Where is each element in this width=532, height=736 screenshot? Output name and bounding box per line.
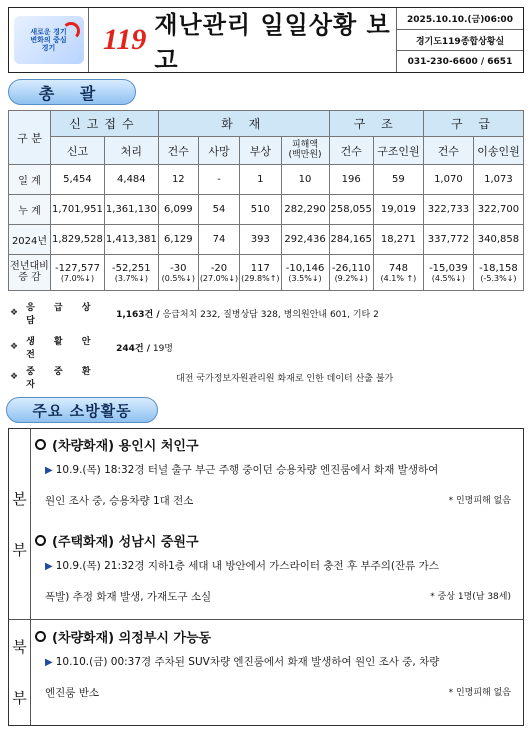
cell: -18,158 (-5.3%↓) (473, 255, 523, 291)
cell: 510 (240, 195, 281, 225)
cell: 74 (198, 225, 239, 255)
cell: 10 (281, 165, 329, 195)
info-emergency-consult (10, 300, 379, 326)
cell: 292,436 (281, 225, 329, 255)
cell: 1,413,381 (104, 225, 158, 255)
cell: 282,290 (281, 195, 329, 225)
incident-2 (35, 529, 521, 612)
cell: -10,146 (3.5%↓) (281, 255, 329, 291)
cell: 6,129 (158, 225, 198, 255)
activity-section-label: 주요 소방활동 (6, 397, 158, 423)
cell: -127,577 (7.0%↓) (51, 255, 105, 291)
subheader: 처리 (104, 137, 158, 165)
group-fire: 화 재 (158, 111, 329, 137)
report-phone: 031-230-6600 / 6651 (407, 56, 513, 67)
cell: -52,251 (3.7%↓) (104, 255, 158, 291)
cell: - (198, 165, 239, 195)
cell: -20 (27.0%↓) (198, 255, 239, 291)
table-row (9, 165, 524, 195)
cell: 6,099 (158, 195, 198, 225)
table-corner: 구 분 (9, 111, 51, 165)
compare-label-bottom: 증 감 (18, 271, 41, 283)
report-date: 2025.10.10.(금)06:00 (397, 8, 523, 30)
info-detail: 19명 (152, 343, 174, 354)
title-text: 재난관리 일일상황 보고 (154, 11, 391, 74)
cell: 117 (29.8%↑) (240, 255, 281, 291)
incident-title: (차량화재) 의정부시 가능동 (35, 625, 521, 647)
incident-title: (차량화재) 용인시 처인구 (35, 433, 521, 455)
logo-swoosh-icon (62, 22, 80, 40)
group-ems: 구 급 (423, 111, 523, 137)
incident-note: * 인명피해 없음 (448, 496, 511, 506)
cell: 1,829,528 (51, 225, 105, 255)
incident-note: * 인명피해 없음 (448, 688, 511, 698)
gyeonggi-logo (14, 16, 84, 64)
row-label: 일 계 (9, 165, 51, 195)
summary-section-label: 총 괄 (8, 79, 136, 105)
cell: 393 (240, 225, 281, 255)
circle-bullet-icon (35, 631, 46, 642)
subheader: 구조인원 (373, 137, 423, 165)
row-label: 2024년 (9, 225, 51, 255)
row-label (9, 255, 51, 291)
cell: -26,110 (9.2%↓) (329, 255, 373, 291)
cell: 322,733 (423, 195, 473, 225)
title-number: 119 (103, 23, 147, 56)
cell: -15,039 (4.5%↓) (423, 255, 473, 291)
row-label: 누 계 (9, 195, 51, 225)
subheader: 사망 (198, 137, 239, 165)
logo-line3: 경기 (41, 44, 56, 53)
incident-note: * 중상 1명(남 38세) (430, 592, 511, 602)
logo-area (9, 8, 89, 72)
subheader: 피해액 (백만원) (281, 137, 329, 165)
incident-body: ▶ 10.9.(목) 18:32경 터널 출구 부근 주행 중이던 승용차량 엔진룸에서 화재 발생하여 원인 조사 중, 승용차량 1대 전소 * 인명피해 없음 (35, 455, 521, 516)
incident-title: (주택화재) 성남시 중원구 (35, 529, 521, 551)
circle-bullet-icon (35, 535, 46, 546)
diamond-icon: ❖ (10, 342, 19, 352)
diamond-icon: ❖ (10, 308, 19, 318)
subheader: 부상 (240, 137, 281, 165)
cell: 18,271 (373, 225, 423, 255)
subheader: 건수 (158, 137, 198, 165)
cell: 19,019 (373, 195, 423, 225)
info-label: 중 중 환 자 (26, 367, 99, 390)
table-row-compare (9, 255, 524, 291)
logo-line2: 변화의 중심 (30, 35, 67, 44)
info-label: 생 활 안 전 (26, 337, 99, 360)
cell: 1,701,951 (51, 195, 105, 225)
cell: 1 (240, 165, 281, 195)
cell: -30 (0.5%↓) (158, 255, 198, 291)
cell: 340,858 (473, 225, 523, 255)
region-divider (9, 619, 523, 620)
region-north: 북 부 (9, 619, 31, 725)
summary-table (8, 110, 524, 291)
report-header (8, 7, 524, 73)
subheader: 건수 (329, 137, 373, 165)
cell: 12 (158, 165, 198, 195)
incident-body: ▶ 10.9.(목) 21:32경 지하1층 세대 내 방안에서 가스라이터 충전 후 부주의(잔류 가스 폭발) 추정 화재 발생, 가재도구 소실 * 중상 1명(남 38세) (35, 551, 521, 612)
info-label: 응 급 상 담 (26, 303, 99, 326)
cell: 59 (373, 165, 423, 195)
info-strong: 1,163건 / (116, 309, 160, 320)
triangle-bullet-icon: ▶ (45, 561, 53, 572)
cell: 337,772 (423, 225, 473, 255)
region-south: 본 부 (9, 429, 31, 619)
table-row (9, 195, 524, 225)
incident-3 (35, 625, 521, 708)
cell: 284,165 (329, 225, 373, 255)
info-strong: 244건 / (116, 343, 150, 354)
cell: 322,700 (473, 195, 523, 225)
subheader: 신고 (51, 137, 105, 165)
info-detail: 응급처치 232, 질병상담 328, 병의원안내 601, 기타 2 (162, 309, 379, 320)
triangle-bullet-icon: ▶ (45, 465, 53, 476)
info-life-safety (10, 334, 173, 360)
header-info (397, 8, 523, 72)
cell: 1,070 (423, 165, 473, 195)
logo-line1: 새로운 경기 (30, 27, 67, 36)
cell: 196 (329, 165, 373, 195)
cell: 258,055 (329, 195, 373, 225)
group-report: 신고접수 (51, 111, 159, 137)
group-rescue: 구 조 (329, 111, 423, 137)
cell: 4,484 (104, 165, 158, 195)
incident-body: ▶ 10.10.(금) 00:37경 주차된 SUV차량 엔진룸에서 화재 발생하여 원인 조사 중, 차량 엔진룸 반소 * 인명피해 없음 (35, 647, 521, 708)
incident-1 (35, 433, 521, 516)
triangle-bullet-icon: ▶ (45, 657, 53, 668)
info-detail: 대전 국가정보자원관리원 화재로 인한 데이터 산출 불가 (176, 373, 394, 384)
cell: 748 (4.1% ↑) (373, 255, 423, 291)
report-org: 경기도119종합상황실 (397, 30, 523, 52)
table-row (9, 225, 524, 255)
activity-box (8, 428, 524, 726)
circle-bullet-icon (35, 439, 46, 450)
diamond-icon: ❖ (10, 372, 19, 382)
compare-label-top: 전년대비 (10, 261, 49, 272)
cell: 5,454 (51, 165, 105, 195)
cell: 1,073 (473, 165, 523, 195)
subheader: 이송인원 (473, 137, 523, 165)
subheader: 건수 (423, 137, 473, 165)
report-title (89, 8, 397, 72)
cell: 1,361,130 (104, 195, 158, 225)
info-critical-patients (10, 364, 393, 390)
cell: 54 (198, 195, 239, 225)
